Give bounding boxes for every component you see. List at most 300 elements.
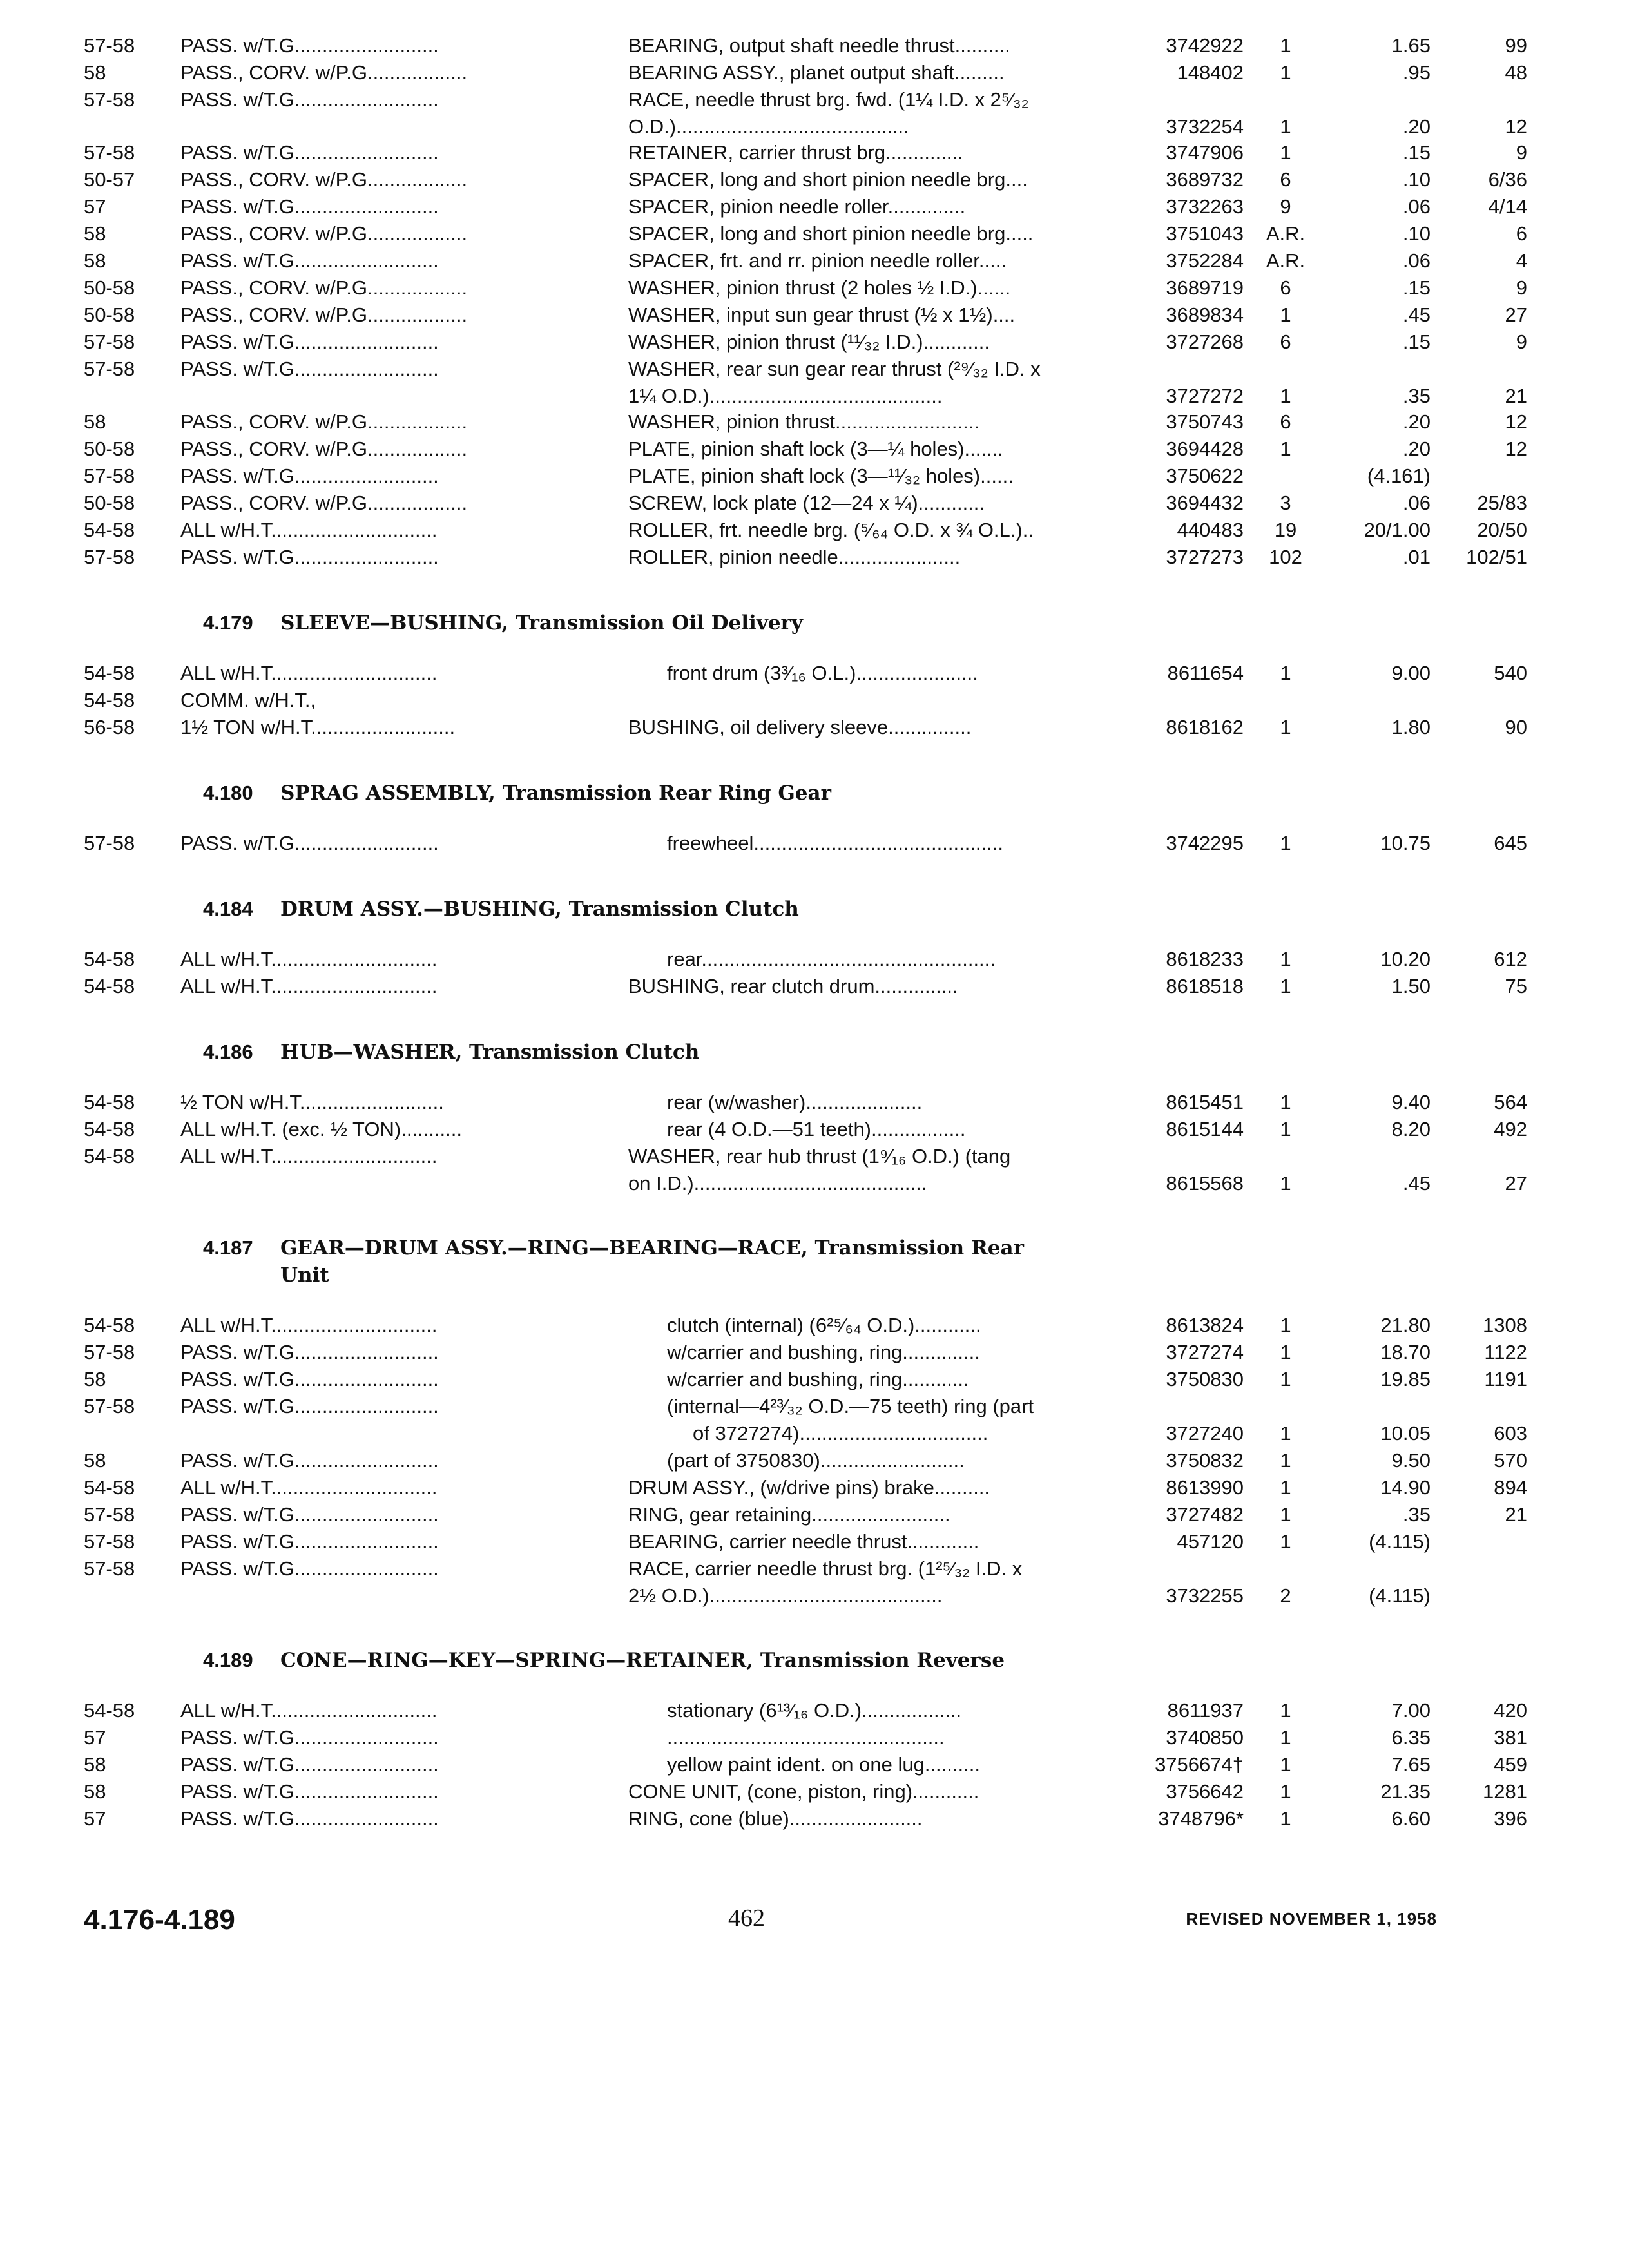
section-title: DRUM ASSY.—BUSHING, Transmission Clutch	[280, 898, 799, 921]
part-description: RACE, needle thrust brg. fwd. (1¼ I.D. x 2⁵⁄₃₂	[628, 88, 1029, 111]
extended-price: 645	[1494, 832, 1527, 854]
model-application: PASS., CORV. w/P.G..................	[180, 437, 468, 460]
quantity: 9	[1280, 195, 1291, 218]
unit-price: 1.80	[1391, 716, 1431, 738]
part-description: WASHER, pinion thrust (¹¹⁄₃₂ I.D.)............	[628, 331, 990, 353]
unit-price: 1.50	[1391, 975, 1431, 997]
model-years: 50-58	[84, 492, 135, 514]
model-application: PASS. w/T.G..........................	[180, 358, 439, 380]
model-years: 54-58	[84, 975, 135, 997]
quantity: 1	[1280, 115, 1291, 138]
unit-price: 7.00	[1391, 1699, 1431, 1722]
extended-price: 12	[1505, 115, 1527, 138]
model-years: 57-58	[84, 1530, 135, 1553]
part-description: ROLLER, frt. needle brg. (⁵⁄₆₄ O.D. x ¾ O.L.)..	[628, 519, 1034, 541]
parts-row	[84, 714, 1527, 741]
model-years: 54-58	[84, 1476, 135, 1499]
unit-price: 1.65	[1391, 34, 1431, 57]
unit-price: 14.90	[1380, 1476, 1431, 1499]
parts-row	[84, 1366, 1527, 1393]
extended-price: 4	[1516, 249, 1527, 272]
part-number: 148402	[1177, 61, 1244, 84]
quantity: 1	[1280, 1753, 1291, 1776]
model-years: 50-58	[84, 276, 135, 299]
model-years: 57-58	[84, 141, 135, 164]
model-years: 57-58	[84, 832, 135, 854]
model-years: 57-58	[84, 1395, 135, 1418]
model-application: PASS. w/T.G..........................	[180, 1449, 439, 1472]
part-description: BUSHING, oil delivery sleeve...............	[628, 716, 972, 738]
unit-price: 8.20	[1391, 1118, 1431, 1140]
part-description: O.D.)..........................................	[628, 115, 909, 138]
section-range: 4.176-4.189	[84, 1904, 235, 1936]
model-application: ALL w/H.T. (exc. ½ TON)...........	[180, 1118, 462, 1140]
model-application: PASS., CORV. w/P.G..................	[180, 410, 468, 433]
part-description: front drum (3³⁄₁₆ O.L.)......................	[667, 662, 978, 684]
part-description: on I.D.)..........................................	[628, 1172, 927, 1195]
part-number: 3751043	[1166, 222, 1244, 245]
part-description: CONE UNIT, (cone, piston, ring)............	[628, 1780, 979, 1803]
quantity: A.R.	[1266, 222, 1306, 245]
part-number: 3750743	[1166, 410, 1244, 433]
model-years: 58	[84, 1780, 106, 1803]
quantity: 1	[1280, 1726, 1291, 1749]
part-number: 3694432	[1166, 492, 1244, 514]
parts-row	[84, 973, 1527, 1000]
part-number: 3752284	[1166, 249, 1244, 272]
quantity: 1	[1280, 1530, 1291, 1553]
model-years: 58	[84, 410, 106, 433]
unit-price: .01	[1402, 546, 1431, 568]
model-years: 58	[84, 61, 106, 84]
model-years: 54-58	[84, 689, 135, 711]
part-number: 3694428	[1166, 437, 1244, 460]
part-description: w/carrier and bushing, ring............	[667, 1368, 969, 1390]
parts-row	[84, 490, 1527, 517]
model-years: 57	[84, 195, 106, 218]
part-number: 3756642	[1166, 1780, 1244, 1803]
unit-price: .15	[1402, 331, 1431, 353]
parts-row	[84, 1420, 1527, 1447]
part-description: WASHER, pinion thrust (2 holes ½ I.D.)......	[628, 276, 1011, 299]
model-application: PASS., CORV. w/P.G..................	[180, 303, 468, 326]
unit-price: (4.115)	[1369, 1584, 1431, 1607]
unit-price: 9.50	[1391, 1449, 1431, 1472]
extended-price: 1308	[1483, 1314, 1527, 1336]
parts-row	[84, 113, 1527, 139]
section-title: SPRAG ASSEMBLY, Transmission Rear Ring Gear	[280, 782, 831, 805]
unit-price: (4.115)	[1369, 1530, 1431, 1553]
parts-row	[84, 1528, 1501, 1555]
model-years: 58	[84, 1368, 106, 1390]
part-number: 8613990	[1166, 1476, 1244, 1499]
model-years: 57-58	[84, 88, 135, 111]
part-description: SPACER, long and short pinion needle brg....	[628, 168, 1028, 191]
parts-row	[84, 1339, 1527, 1366]
part-number: 3689732	[1166, 168, 1244, 191]
extended-price: 75	[1505, 975, 1527, 997]
unit-price: .10	[1402, 168, 1431, 191]
quantity: 1	[1280, 948, 1291, 970]
part-description: DRUM ASSY., (w/drive pins) brake..........	[628, 1476, 990, 1499]
parts-row	[84, 544, 1527, 571]
part-description: PLATE, pinion shaft lock (3—¼ holes).......	[628, 437, 1003, 460]
part-description: SPACER, frt. and rr. pinion needle roller.....	[628, 249, 1007, 272]
part-number: 3689834	[1166, 303, 1244, 326]
extended-price: 459	[1494, 1753, 1527, 1776]
unit-price: .35	[1402, 1503, 1431, 1526]
extended-price: 25/83	[1477, 492, 1527, 514]
part-description: 2½ O.D.)..........................................	[628, 1584, 943, 1607]
model-application: PASS. w/T.G..........................	[180, 1395, 439, 1418]
parts-row	[84, 247, 1527, 274]
quantity: 1	[1280, 1341, 1291, 1363]
part-number: 3727240	[1166, 1422, 1244, 1445]
model-application: PASS., CORV. w/P.G..................	[180, 168, 468, 191]
section-heading	[84, 896, 1501, 923]
parts-row	[84, 1501, 1527, 1528]
model-application: PASS. w/T.G..........................	[180, 546, 439, 568]
part-description: (internal—4²³⁄₃₂ O.D.—75 teeth) ring (part	[667, 1395, 1034, 1418]
quantity: 6	[1280, 276, 1291, 299]
parts-row	[84, 687, 1501, 714]
model-application: ½ TON w/H.T..........................	[180, 1091, 444, 1113]
quantity: 1	[1280, 1503, 1291, 1526]
model-years: 57	[84, 1726, 106, 1749]
unit-price: 10.20	[1380, 948, 1431, 970]
unit-price: 10.75	[1380, 832, 1431, 854]
unit-price: .35	[1402, 385, 1431, 407]
model-application: ALL w/H.T..............................	[180, 1699, 438, 1722]
parts-row	[84, 1170, 1527, 1196]
parts-row	[84, 1805, 1527, 1832]
quantity: 19	[1274, 519, 1297, 541]
model-application: ALL w/H.T..............................	[180, 662, 438, 684]
model-years: 57-58	[84, 331, 135, 353]
extended-price: 603	[1494, 1422, 1527, 1445]
quantity: 1	[1280, 303, 1291, 326]
model-years: 57-58	[84, 546, 135, 568]
part-description: SPACER, pinion needle roller..............	[628, 195, 966, 218]
parts-catalog-page	[84, 32, 1527, 1832]
extended-price: 612	[1494, 948, 1527, 970]
model-application: COMM. w/H.T.,	[180, 689, 316, 711]
model-application: 1½ TON w/H.T..........................	[180, 716, 456, 738]
model-application: ALL w/H.T..............................	[180, 1314, 438, 1336]
parts-row	[84, 463, 1501, 490]
model-application: PASS. w/T.G..........................	[180, 141, 439, 164]
model-application: ALL w/H.T..............................	[180, 948, 438, 970]
part-number: 3747906	[1166, 141, 1244, 164]
model-years: 58	[84, 1449, 106, 1472]
extended-price: 48	[1505, 61, 1527, 84]
part-description: RETAINER, carrier thrust brg..............	[628, 141, 963, 164]
extended-price: 20/50	[1477, 519, 1527, 541]
part-description: RACE, carrier needle thrust brg. (1²⁵⁄₃₂ I.D. x	[628, 1557, 1023, 1580]
parts-row	[84, 1474, 1527, 1501]
part-number: 3748796*	[1158, 1807, 1244, 1830]
part-description: rear (4 O.D.—51 teeth).................	[667, 1118, 966, 1140]
parts-row	[84, 1724, 1527, 1751]
model-application: PASS., CORV. w/P.G..................	[180, 492, 468, 514]
unit-price: .10	[1402, 222, 1431, 245]
quantity: 2	[1280, 1584, 1291, 1607]
part-number: 8615451	[1166, 1091, 1244, 1113]
extended-price: 1281	[1483, 1780, 1527, 1803]
part-number: 8618518	[1166, 975, 1244, 997]
quantity: 1	[1280, 141, 1291, 164]
parts-row	[84, 408, 1527, 436]
section-title: HUB—WASHER, Transmission Clutch	[280, 1041, 700, 1064]
unit-price: 21.35	[1380, 1780, 1431, 1803]
model-application: PASS. w/T.G..........................	[180, 195, 439, 218]
part-number: 3732255	[1166, 1584, 1244, 1607]
part-number: 3750830	[1166, 1368, 1244, 1390]
quantity: A.R.	[1266, 249, 1306, 272]
extended-price: 27	[1505, 1172, 1527, 1195]
unit-price: .06	[1402, 195, 1431, 218]
parts-row	[84, 193, 1527, 220]
parts-row	[84, 1555, 1501, 1582]
extended-price: 9	[1516, 331, 1527, 353]
part-description: RING, gear retaining.........................	[628, 1503, 950, 1526]
part-description: stationary (6¹³⁄₁₆ O.D.)..................	[667, 1699, 962, 1722]
parts-row	[84, 1312, 1527, 1339]
quantity: 6	[1280, 168, 1291, 191]
quantity: 1	[1280, 385, 1291, 407]
part-number: 3732263	[1166, 195, 1244, 218]
part-description: RING, cone (blue)........................	[628, 1807, 923, 1830]
extended-price: 12	[1505, 437, 1527, 460]
extended-price: 4/14	[1488, 195, 1527, 218]
parts-row	[84, 1393, 1501, 1420]
parts-row	[84, 660, 1527, 687]
extended-price: 540	[1494, 662, 1527, 684]
model-years: 54-58	[84, 1699, 135, 1722]
section-heading	[84, 1235, 1501, 1289]
model-years: 54-58	[84, 1091, 135, 1113]
unit-price: 20/1.00	[1364, 519, 1431, 541]
part-description: SPACER, long and short pinion needle brg.....	[628, 222, 1034, 245]
part-number: 8618233	[1166, 948, 1244, 970]
extended-price: 381	[1494, 1726, 1527, 1749]
model-application: ALL w/H.T..............................	[180, 519, 438, 541]
section-number: 4.186	[203, 1041, 253, 1063]
part-description: freewheel.............................................	[667, 832, 1003, 854]
model-years: 50-58	[84, 303, 135, 326]
unit-price: .45	[1402, 1172, 1431, 1195]
unit-price: (4.161)	[1367, 465, 1431, 487]
extended-price: 570	[1494, 1449, 1527, 1472]
part-description: ..................................................	[667, 1726, 945, 1749]
model-application: PASS. w/T.G..........................	[180, 465, 439, 487]
parts-row	[84, 1089, 1527, 1116]
part-description: 1¼ O.D.)..........................................	[628, 385, 943, 407]
quantity: 102	[1269, 546, 1302, 568]
parts-row	[84, 139, 1527, 166]
unit-price: .20	[1402, 410, 1431, 433]
model-years: 54-58	[84, 1314, 135, 1336]
section-heading	[84, 610, 1501, 637]
quantity: 1	[1280, 1476, 1291, 1499]
quantity: 6	[1280, 410, 1291, 433]
extended-price: 420	[1494, 1699, 1527, 1722]
part-number: 8611654	[1167, 662, 1244, 684]
parts-row	[84, 436, 1527, 463]
unit-price: 6.60	[1391, 1807, 1431, 1830]
part-number: 8618162	[1166, 716, 1244, 738]
section-title-continued: Unit	[280, 1264, 329, 1287]
parts-row	[84, 1697, 1527, 1724]
model-years: 57-58	[84, 1557, 135, 1580]
quantity: 1	[1280, 1368, 1291, 1390]
part-description: WASHER, rear sun gear rear thrust (²⁹⁄₃₂ I.D. x	[628, 358, 1041, 380]
quantity: 1	[1280, 1780, 1291, 1803]
part-description: PLATE, pinion shaft lock (3—¹¹⁄₃₂ holes)......	[628, 465, 1014, 487]
extended-price: 90	[1505, 716, 1527, 738]
part-description: (part of 3750830)..........................	[667, 1449, 965, 1472]
part-description: of 3727274)..................................	[693, 1422, 988, 1445]
section-heading	[84, 1647, 1501, 1674]
section-title: GEAR—DRUM ASSY.—RING—BEARING—RACE, Transmission Rear	[280, 1236, 1024, 1260]
extended-price: 21	[1505, 1503, 1527, 1526]
unit-price: .15	[1402, 276, 1431, 299]
section-title: CONE—RING—KEY—SPRING—RETAINER, Transmission Reverse	[280, 1649, 1005, 1672]
part-number: 3742922	[1166, 34, 1244, 57]
model-years: 57-58	[84, 1341, 135, 1363]
part-number: 3727482	[1166, 1503, 1244, 1526]
parts-row	[84, 302, 1527, 329]
part-number: 3727274	[1166, 1341, 1244, 1363]
parts-row	[84, 86, 1501, 113]
model-years: 58	[84, 249, 106, 272]
quantity: 1	[1280, 1314, 1291, 1336]
model-application: PASS., CORV. w/P.G..................	[180, 61, 468, 84]
extended-price: 396	[1494, 1807, 1527, 1830]
part-number: 3689719	[1166, 276, 1244, 299]
part-number: 3727273	[1166, 546, 1244, 568]
part-description: rear.....................................................	[667, 948, 996, 970]
model-application: PASS., CORV. w/P.G..................	[180, 222, 468, 245]
unit-price: 18.70	[1380, 1341, 1431, 1363]
extended-price: 1191	[1484, 1368, 1527, 1390]
quantity: 1	[1280, 975, 1291, 997]
quantity: 1	[1280, 1699, 1291, 1722]
part-number: 8613824	[1166, 1314, 1244, 1336]
quantity: 1	[1280, 1091, 1291, 1113]
part-description: WASHER, rear hub thrust (1⁹⁄₁₆ O.D.) (tang	[628, 1145, 1011, 1168]
model-application: PASS. w/T.G..........................	[180, 1726, 439, 1749]
parts-row	[84, 59, 1527, 86]
extended-price: 564	[1494, 1091, 1527, 1113]
parts-row	[84, 383, 1527, 408]
model-application: ALL w/H.T..............................	[180, 975, 438, 997]
extended-price: 12	[1505, 410, 1527, 433]
quantity: 1	[1280, 1172, 1291, 1195]
parts-row	[84, 356, 1501, 383]
part-number: 8611937	[1167, 1699, 1244, 1722]
part-description: SCREW, lock plate (12—24 x ¼)............	[628, 492, 985, 514]
model-application: PASS. w/T.G..........................	[180, 1780, 439, 1803]
model-application: PASS. w/T.G..........................	[180, 249, 439, 272]
extended-price: 492	[1494, 1118, 1527, 1140]
extended-price: 9	[1516, 141, 1527, 164]
model-application: PASS. w/T.G..........................	[180, 1557, 439, 1580]
model-years: 54-58	[84, 1145, 135, 1168]
model-application: PASS. w/T.G..........................	[180, 1368, 439, 1390]
unit-price: 19.85	[1380, 1368, 1431, 1390]
model-application: PASS. w/T.G..........................	[180, 1753, 439, 1776]
quantity: 1	[1280, 34, 1291, 57]
quantity: 1	[1280, 1449, 1291, 1472]
model-application: ALL w/H.T..............................	[180, 1476, 438, 1499]
section-number: 4.189	[203, 1649, 253, 1671]
part-description: BEARING ASSY., planet output shaft.........	[628, 61, 1005, 84]
model-application: PASS. w/T.G..........................	[180, 1341, 439, 1363]
quantity: 1	[1280, 1422, 1291, 1445]
section-number: 4.179	[203, 611, 253, 634]
extended-price: 6	[1516, 222, 1527, 245]
revision-date: REVISED NOVEMBER 1, 1958	[1186, 1909, 1437, 1928]
parts-row	[84, 329, 1527, 356]
part-description: BEARING, output shaft needle thrust..........	[628, 34, 1010, 57]
model-years: 57-58	[84, 34, 135, 57]
section-heading	[84, 1039, 1501, 1066]
model-years: 56-58	[84, 716, 135, 738]
unit-price: .15	[1402, 141, 1431, 164]
part-description: WASHER, pinion thrust..........................	[628, 410, 979, 433]
extended-price: 27	[1505, 303, 1527, 326]
unit-price: 9.40	[1391, 1091, 1431, 1113]
model-application: PASS. w/T.G..........................	[180, 1807, 439, 1830]
quantity: 1	[1280, 832, 1291, 854]
unit-price: 10.05	[1380, 1422, 1431, 1445]
part-description: BUSHING, rear clutch drum...............	[628, 975, 958, 997]
unit-price: 6.35	[1391, 1726, 1431, 1749]
part-description: clutch (internal) (6²⁵⁄₆₄ O.D.)............	[667, 1314, 981, 1336]
parts-row	[84, 220, 1527, 247]
part-description: w/carrier and bushing, ring..............	[667, 1341, 980, 1363]
quantity: 1	[1280, 1807, 1291, 1830]
unit-price: .20	[1402, 437, 1431, 460]
model-application: PASS., CORV. w/P.G..................	[180, 276, 468, 299]
quantity: 6	[1280, 331, 1291, 353]
unit-price: .95	[1402, 61, 1431, 84]
part-description: BEARING, carrier needle thrust.............	[628, 1530, 979, 1553]
extended-price: 21	[1505, 385, 1527, 407]
quantity: 3	[1280, 492, 1291, 514]
parts-row	[84, 166, 1527, 193]
part-number: 3727268	[1166, 331, 1244, 353]
parts-row	[84, 274, 1527, 302]
parts-row	[84, 1582, 1501, 1608]
section-number: 4.184	[203, 898, 253, 920]
section-title: SLEEVE—BUSHING, Transmission Oil Delivery	[280, 611, 803, 635]
parts-row	[84, 1751, 1527, 1778]
part-number: 8615144	[1166, 1118, 1244, 1140]
part-number: 3740850	[1166, 1726, 1244, 1749]
extended-price: 1122	[1484, 1341, 1527, 1363]
extended-price: 102/51	[1466, 546, 1527, 568]
part-number: 3727272	[1166, 385, 1244, 407]
extended-price: 6/36	[1488, 168, 1527, 191]
part-description: WASHER, input sun gear thrust (½ x 1½)....	[628, 303, 1016, 326]
part-number: 3750832	[1166, 1449, 1244, 1472]
model-years: 54-58	[84, 948, 135, 970]
extended-price: 99	[1505, 34, 1527, 57]
unit-price: .45	[1402, 303, 1431, 326]
page-number: 462	[728, 1905, 765, 1932]
